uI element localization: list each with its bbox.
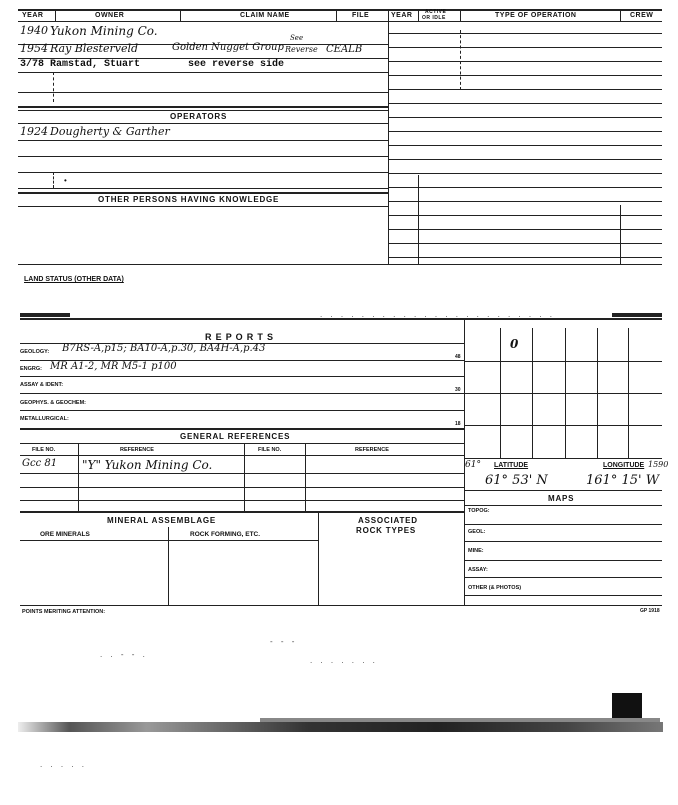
ref-file-no-1: Gcc 81 [22,458,58,469]
geology-label: GEOLOGY: [20,349,50,355]
claim-note-reverse: Reverse [285,45,318,54]
lon-suffix: 1590 [648,460,669,469]
ref-header-file-no: FILE NO. [32,447,56,453]
file-code-2: CEALB [326,44,363,55]
maps-geol: GEOL: [468,529,486,535]
engrg-value: MR A1-2, MR M5-1 p100 [50,361,177,372]
latitude-label: LATITUDE [494,462,529,469]
grid-mark: 0 [510,337,519,351]
owner-name-3: Ramstad, Stuart [50,59,141,70]
maps-other: OTHER (& PHOTOS) [468,585,522,591]
assay-label: ASSAY & IDENT: [20,382,64,388]
land-status-label: LAND STATUS (OTHER DATA) [24,276,124,283]
header-claim-name: CLAIM NAME [240,12,290,19]
owner-name-1: Yukon Mining Co. [50,24,158,38]
maps-title: MAPS [548,494,575,503]
header-type-of-operation: TYPE OF OPERATION [495,12,577,19]
longitude-value: 161° 15' W [586,473,660,488]
header-crew: CREW [630,12,654,19]
lat-prefix: 61° [465,460,481,470]
claim-name-3: see reverse side [188,59,285,70]
rock-forming-header: ROCK FORMING, ETC. [190,531,261,538]
header-owner: OWNER [95,12,125,19]
mineral-title: MINERAL ASSEMBLAGE [107,516,217,525]
geophys-label: GEOPHYS. & GEOCHEM: [20,400,87,406]
header-active-1: ACTIVE [425,9,447,15]
claim-name-2: Golden Nugget Group [172,42,284,53]
associated-rock-2: ROCK TYPES [356,526,417,535]
maps-assay: ASSAY: [468,567,488,573]
geology-num: 48 [455,354,461,360]
longitude-label: LONGITUDE [603,462,645,469]
other-persons-title: OTHER PERSONS HAVING KNOWLEDGE [98,195,280,204]
maps-mine: MINE: [468,548,484,554]
latitude-value: 61° 53' N [485,473,548,488]
claim-note-see: See [290,34,304,42]
operator-year-1: 1924 [20,125,48,138]
metallurgical-label: METALLURGICAL: [20,416,69,422]
owner-year-2: 1954 [20,42,48,55]
reports-title: R E P O R T S [205,332,274,342]
header-active-2: OR IDLE [422,15,446,21]
assay-num: 30 [455,387,461,393]
associated-rock-1: ASSOCIATED [358,516,418,525]
points-meriting-attention: POINTS MERITING ATTENTION: [22,609,106,615]
header-year-2: YEAR [391,12,413,19]
general-references-title: GENERAL REFERENCES [180,432,291,441]
owner-year-3: 3/78 [20,59,45,70]
header-year: YEAR [22,12,44,19]
operators-title: OPERATORS [170,112,228,121]
maps-topog: TOPOG: [468,508,490,514]
ore-minerals-header: ORE MINERALS [40,531,90,538]
owner-name-2: Ray Blesterveld [50,42,139,55]
engrg-label: ENGRG: [20,366,42,372]
operator-name-1: Dougherty & Garther [50,125,170,138]
form-id: GP 1918 [640,608,660,614]
ref-header-reference-2: REFERENCE [355,447,389,453]
ref-reference-1: "Y" Yukon Mining Co. [82,458,213,472]
geology-value: B7RS-A,p15; BA10-A,p.30, BA4H-A,p.43 [62,343,266,354]
ref-header-reference: REFERENCE [120,447,154,453]
owner-year-1: 1940 [20,24,48,37]
metallurgical-num: 18 [455,421,461,427]
ref-header-file-no-2: FILE NO. [258,447,282,453]
header-file: FILE [352,12,370,19]
